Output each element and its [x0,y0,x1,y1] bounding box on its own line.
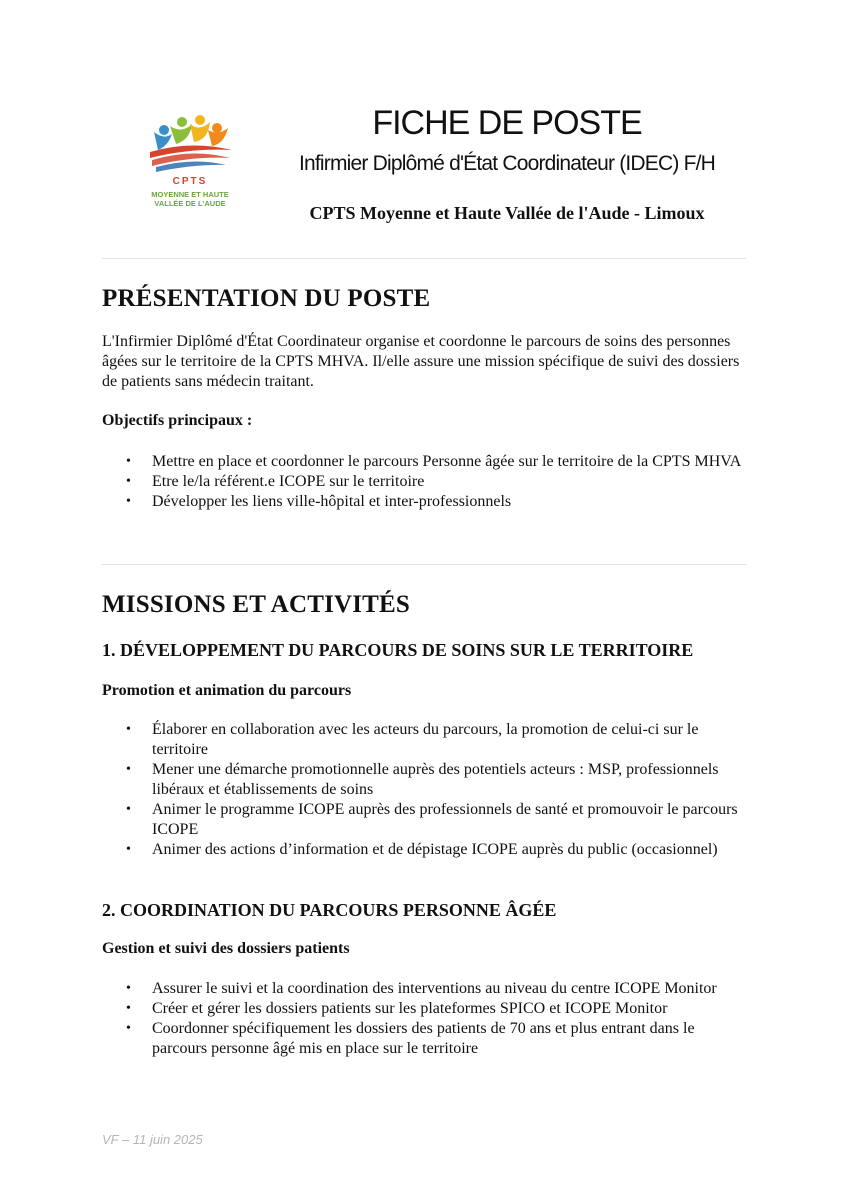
list-item: • Animer des actions d’information et de dépistage ICOPE auprès du public (occasionnel) [102,840,752,860]
list-item: • Créer et gérer les dossiers patients sur les plateformes SPICO et ICOPE Monitor [102,999,752,1019]
page-title: FICHE DE POSTE [372,104,642,142]
cpts-logo-graphic [140,110,240,176]
list-item: • Développer les liens ville-hôpital et inter-professionnels [102,492,752,512]
logo-text-line2: MOYENNE ET HAUTE [151,190,229,199]
list-item: • Etre le/la référent.e ICOPE sur le territoire [102,472,752,492]
objectives-list [102,452,752,512]
divider [102,564,746,565]
presentation-intro: L'Infirmier Diplômé d'État Coordinateur organise et coordonne le parcours de soins des personnes âgées sur le territoire de la CPTS MHVA. Il/elle assure une mission spécifique de suivi des dossiers de patients sans médecin traitant. [102,333,740,390]
list-item: • Mettre en place et coordonner le parcours Personne âgée sur le territoire de la CPTS MHVA [102,452,752,472]
logo-text-cpts: CPTS [172,176,208,187]
subsection-subheading-1: Promotion et animation du parcours [102,682,352,699]
list-item: • Assurer le suivi et la coordination des interventions au niveau du centre ICOPE Monitor [102,979,752,999]
subsection-heading-2: 2. COORDINATION DU PARCOURS PERSONNE ÂGÉE [102,900,557,920]
list-item: • Coordonner spécifiquement les dossiers des patients de 70 ans et plus entrant dans le parcours personne âgé mis en place sur le territoire [102,1019,752,1059]
list-item: • Animer le programme ICOPE auprès des professionnels de santé et promouvoir le parcours ICOPE [102,800,752,840]
list-item: • Élaborer en collaboration avec les acteurs du parcours, la promotion de celui-ci sur le territoire [102,720,752,760]
page-subtitle: Infirmier Diplômé d'État Coordinateur (IDEC) F/H [298,152,716,175]
divider [102,258,746,259]
objectives-label: Objectifs principaux : [102,412,253,429]
organization-name: CPTS Moyenne et Haute Vallée de l'Aude - Limoux [309,203,705,223]
list-item: • Mener une démarche promotionnelle auprès des potentiels acteurs : MSP, professionnels libéraux et établissements de soins [102,760,752,800]
section-heading-missions: MISSIONS ET ACTIVITÉS [102,591,411,618]
section-heading-presentation: PRÉSENTATION DU POSTE [102,285,431,312]
section2-list [102,979,752,1059]
footer-version: VF – 11 juin 2025 [102,1132,203,1147]
section1-list [102,720,752,860]
subsection-subheading-2: Gestion et suivi des dossiers patients [102,940,350,957]
logo-text-line3: VALLÉE DE L'AUDE [154,199,226,208]
cpts-logo [140,110,240,212]
subsection-heading-1: 1. DÉVELOPPEMENT DU PARCOURS DE SOINS SUR LE TERRITOIRE [102,640,694,660]
